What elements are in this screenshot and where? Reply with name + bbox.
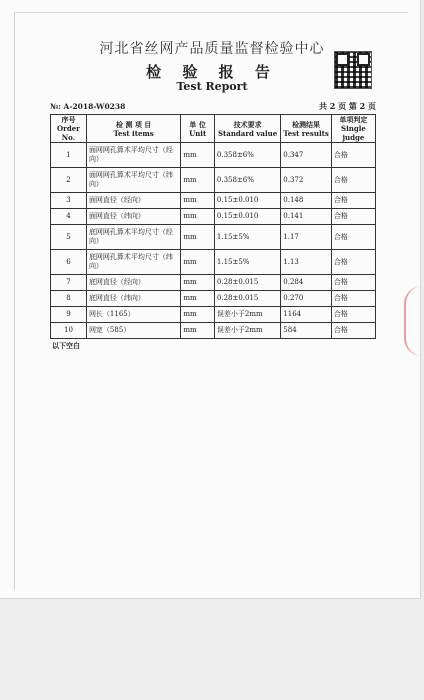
row-result: 0.270: [281, 291, 332, 307]
header-en: Test results: [283, 128, 329, 138]
row-test-item: 网宽（585）: [86, 323, 180, 339]
row-unit: mm: [181, 193, 215, 209]
table-row: [51, 250, 376, 275]
row-test-item: 底网直径（经向）: [86, 275, 180, 291]
header-test-items: [86, 115, 180, 143]
blank-below-note: 以下空白: [52, 341, 80, 350]
header-en: Single judge: [341, 124, 366, 142]
page-indicator: 共 2 页 第 2 页: [318, 101, 376, 111]
row-result: 0.141: [281, 209, 332, 225]
top-border-line: [14, 12, 408, 13]
header-cn: 技术要求: [233, 119, 262, 129]
row-test-item: 面网直径（经向）: [86, 193, 180, 209]
table-row: [51, 291, 376, 307]
row-judge: 合格: [331, 225, 375, 250]
header-cn: 检测结果: [292, 119, 321, 129]
header-order-no: [51, 115, 87, 143]
row-number: 10: [51, 323, 87, 339]
row-unit: mm: [181, 168, 215, 193]
row-test-item: 面网网孔算术平均尺寸（经向）: [86, 143, 180, 168]
header-cn: 单 位: [189, 119, 206, 129]
row-unit: mm: [181, 143, 215, 168]
table-header-row: [51, 115, 376, 143]
header-en: Test items: [113, 128, 154, 138]
row-test-item: 底网网孔算术平均尺寸（经向）: [86, 225, 180, 250]
table-row: [51, 307, 376, 323]
header-cn: 单项判定: [339, 115, 368, 124]
row-judge: 合格: [331, 168, 375, 193]
row-standard: 误差小于2mm: [214, 307, 280, 323]
row-result: 1164: [281, 307, 332, 323]
row-judge: 合格: [331, 143, 375, 168]
row-standard: 0.358±6%: [214, 168, 280, 193]
row-test-item: 面网直径（纬向）: [86, 209, 180, 225]
row-number: 1: [51, 143, 87, 168]
row-result: 0.148: [281, 193, 332, 209]
row-judge: 合格: [331, 323, 375, 339]
row-standard: 0.358±6%: [214, 143, 280, 168]
row-judge: 合格: [331, 250, 375, 275]
header-en: Standard value: [218, 128, 278, 138]
row-result: 0.372: [281, 168, 332, 193]
table-row: [51, 143, 376, 168]
organization-title: 河北省丝网产品质量监督检验中心: [99, 41, 325, 57]
row-number: 5: [51, 225, 87, 250]
row-result: 0.347: [281, 143, 332, 168]
row-judge: 合格: [331, 209, 375, 225]
row-result: 1.13: [281, 250, 332, 275]
row-number: 4: [51, 209, 87, 225]
row-unit: mm: [181, 275, 215, 291]
row-standard: 0.28±0.015: [214, 291, 280, 307]
row-number: 6: [51, 250, 87, 275]
header-cn: 序号: [61, 115, 76, 124]
row-standard: 0.15±0.010: [214, 193, 280, 209]
report-title-cn: 检 验 报 告: [146, 63, 278, 81]
row-result: 584: [281, 323, 332, 339]
report-number: №: A-2018-W0238: [50, 102, 126, 111]
qr-code-icon: [334, 51, 372, 89]
row-test-item: 底网网孔算术平均尺寸（纬向）: [86, 250, 180, 275]
row-number: 3: [51, 193, 87, 209]
row-standard: 误差小于2mm: [214, 323, 280, 339]
table-row: [51, 225, 376, 250]
header-en: Unit: [189, 128, 207, 138]
table-row: [51, 209, 376, 225]
binding-margin-line: [14, 12, 15, 590]
test-results-table: [50, 114, 376, 339]
row-unit: mm: [181, 307, 215, 323]
row-unit: mm: [181, 291, 215, 307]
row-number: 8: [51, 291, 87, 307]
header-unit: [181, 115, 215, 143]
row-result: 1.17: [281, 225, 332, 250]
header-test-results: [281, 115, 332, 143]
table-row: [51, 323, 376, 339]
header-standard-value: [214, 115, 280, 143]
row-number: 2: [51, 168, 87, 193]
row-unit: mm: [181, 209, 215, 225]
row-test-item: 底网直径（纬向）: [86, 291, 180, 307]
row-unit: mm: [181, 225, 215, 250]
row-judge: 合格: [331, 193, 375, 209]
row-judge: 合格: [331, 275, 375, 291]
header-en: Order No.: [57, 124, 80, 142]
row-standard: 0.15±0.010: [214, 209, 280, 225]
header-cn: 检 测 项 目: [116, 119, 152, 129]
row-result: 0.284: [281, 275, 332, 291]
row-standard: 1.15±5%: [214, 225, 280, 250]
row-unit: mm: [181, 250, 215, 275]
row-judge: 合格: [331, 291, 375, 307]
row-number: 9: [51, 307, 87, 323]
row-standard: 1.15±5%: [214, 250, 280, 275]
row-test-item: 面网网孔算术平均尺寸（纬向）: [86, 168, 180, 193]
seal-stamp-edge: [404, 286, 422, 356]
row-standard: 0.28±0.015: [214, 275, 280, 291]
row-test-item: 网长（1165）: [86, 307, 180, 323]
table-row: [51, 275, 376, 291]
header-single-judge: [331, 115, 375, 143]
row-unit: mm: [181, 323, 215, 339]
table-row: [51, 193, 376, 209]
row-judge: 合格: [331, 307, 375, 323]
row-number: 7: [51, 275, 87, 291]
table-row: [51, 168, 376, 193]
report-title-en: Test Report: [176, 80, 248, 93]
